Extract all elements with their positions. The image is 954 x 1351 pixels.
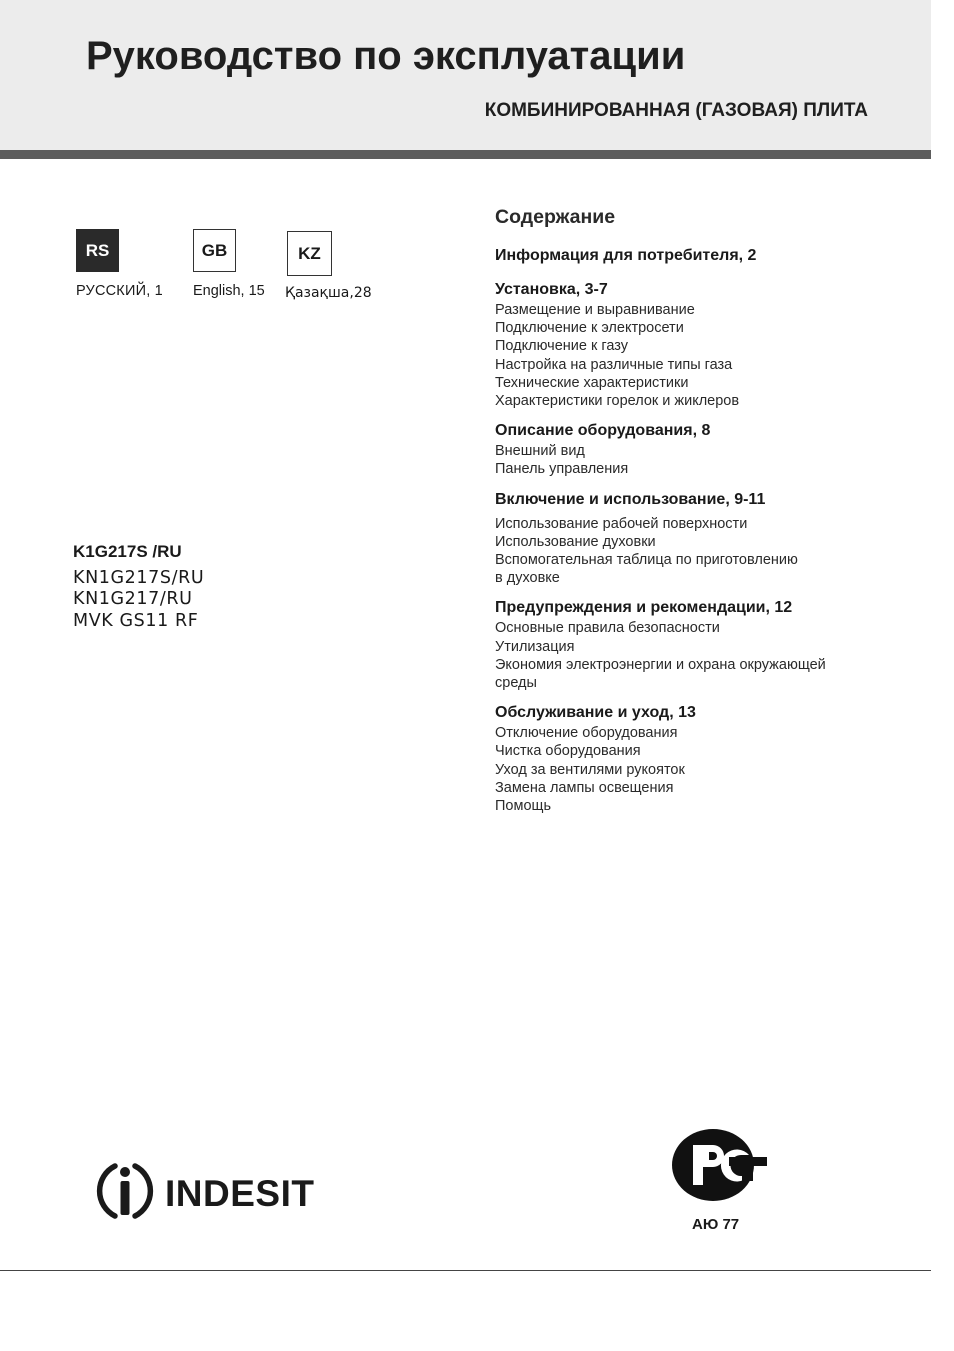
indesit-logo-icon	[95, 1158, 327, 1224]
language-label-en[interactable]: English, 15	[193, 283, 265, 299]
toc-section	[495, 281, 905, 410]
toc-section-title[interactable]: Информация для потребителя, 2	[495, 247, 757, 264]
toc-item[interactable]: Технические характеристики	[495, 374, 689, 391]
toc-item[interactable]: Вспомогательная таблица по приготовлению	[495, 552, 798, 569]
pct-certification-mark-icon	[671, 1128, 767, 1202]
toc-item[interactable]: Настройка на различные типы газа	[495, 356, 733, 373]
toc-item[interactable]: Внешний вид	[495, 443, 585, 460]
header-divider	[0, 150, 931, 159]
toc-item[interactable]: Панель управления	[495, 461, 629, 478]
toc-section	[495, 491, 905, 588]
page-title: Руководство по эксплуатации	[86, 34, 686, 78]
toc-item[interactable]: Помощь	[495, 798, 552, 815]
toc-section	[495, 704, 905, 815]
toc-sections	[495, 247, 905, 815]
table-of-contents	[495, 206, 905, 827]
toc-item[interactable]: Основные правила безопасности	[495, 620, 720, 637]
toc-item[interactable]: Использование духовки	[495, 533, 656, 550]
toc-item[interactable]: Характеристики горелок и жиклеров	[495, 393, 740, 410]
toc-section-title[interactable]: Описание оборудования, 8	[495, 422, 711, 440]
language-label-ru[interactable]: РУССКИЙ, 1	[76, 283, 163, 299]
model-line: KN1G217S/RU	[73, 568, 205, 588]
model-line: MVK GS11 RF	[73, 611, 199, 631]
toc-item[interactable]: Замена лампы освещения	[495, 779, 674, 796]
toc-item[interactable]: Подключение к электросети	[495, 320, 684, 337]
model-line: KN1G217/RU	[73, 589, 193, 609]
toc-section	[495, 422, 905, 478]
toc-item[interactable]: Утилизация	[495, 638, 575, 655]
toc-item[interactable]: Отключение оборудования	[495, 725, 678, 742]
language-label-kz[interactable]: Қазақша,28	[285, 285, 372, 301]
svg-text:INDESIT: INDESIT	[165, 1173, 315, 1214]
page-subtitle: КОМБИНИРОВАННАЯ (ГАЗОВАЯ) ПЛИТА	[484, 100, 868, 121]
toc-item[interactable]: в духовке	[495, 570, 560, 587]
toc-section-title[interactable]: Обслуживание и уход, 13	[495, 704, 696, 722]
toc-item[interactable]: Подключение к газу	[495, 338, 628, 355]
toc-item[interactable]: среды	[495, 675, 537, 692]
toc-section-title[interactable]: Включение и использование, 9-11	[495, 490, 766, 508]
toc-heading: Содержание	[495, 206, 616, 228]
language-badge-kz[interactable]: KZ	[287, 231, 332, 276]
toc-item[interactable]: Размещение и выравнивание	[495, 302, 695, 318]
language-badge-rs[interactable]: RS	[76, 229, 119, 272]
toc-item[interactable]: Экономия электроэнергии и охрана окружающей	[495, 656, 826, 673]
toc-item[interactable]: Чистка оборудования	[495, 743, 641, 760]
toc-item[interactable]: Уход за вентилями рукояток	[495, 761, 685, 778]
certification-code: АЮ 77	[692, 1216, 740, 1233]
toc-section	[495, 599, 905, 692]
toc-section-title[interactable]: Предупреждения и рекомендации, 12	[495, 599, 793, 617]
model-primary: K1G217S /RU	[73, 542, 182, 561]
toc-section	[495, 247, 905, 265]
toc-item[interactable]: Использование рабочей поверхности	[495, 515, 748, 532]
language-badge-gb[interactable]: GB	[193, 229, 236, 272]
toc-section-title[interactable]: Установка, 3-7	[495, 281, 608, 298]
footer-divider	[0, 1270, 931, 1271]
